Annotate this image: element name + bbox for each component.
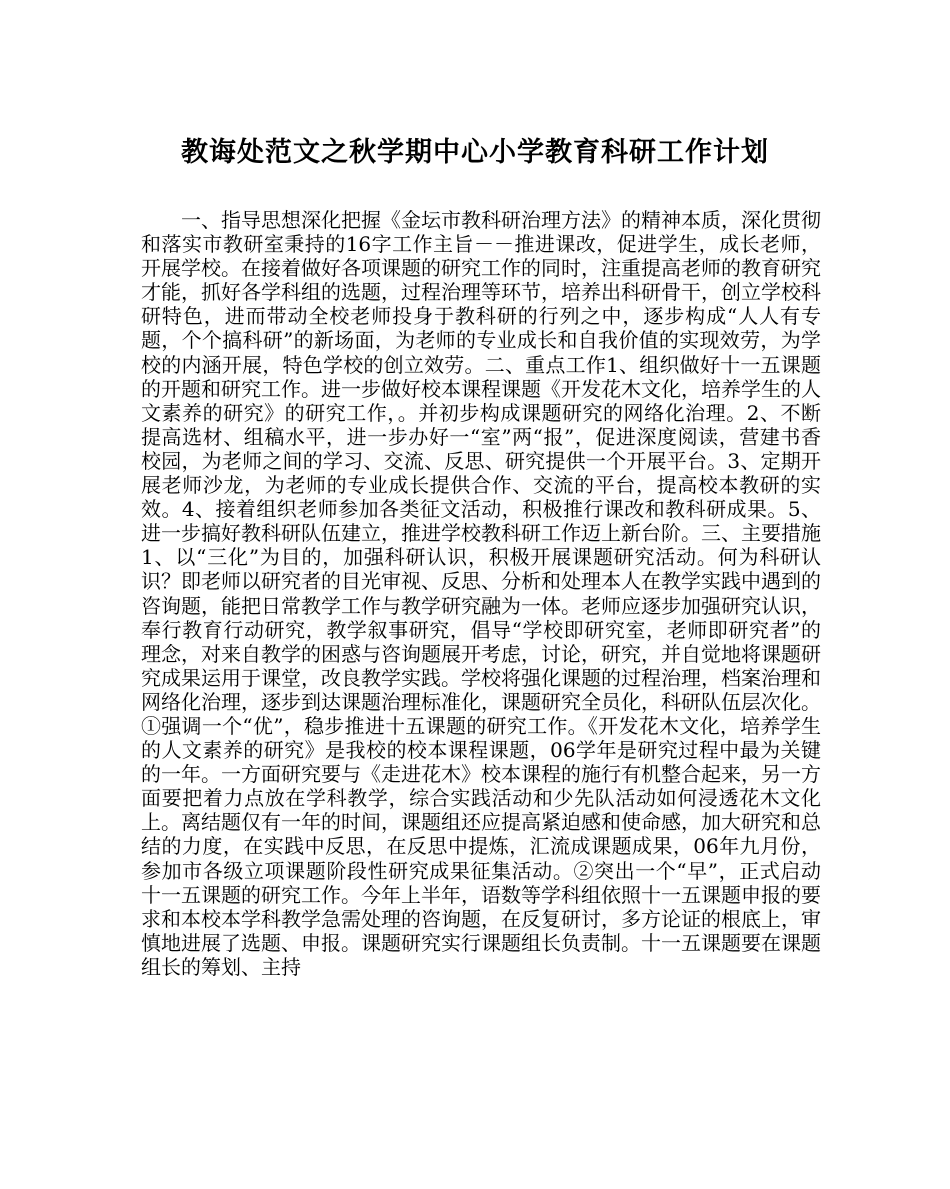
- document-title: 教诲处范文之秋学期中心小学教育科研工作计划: [181, 137, 769, 168]
- document-body-paragraph: 一、指导思想深化把握《金坛市教科研治理方法》的精神本质，深化贯彻和落实市教研室秉持的16字工作主旨－－推进课改，促进学生，成长老师，开展学校。在接着做好各项课题的研究工作的同时，注重提高老师的教育研究才能，抓好各学科组的选题，过程治理等环节，培养出科研骨干，创立学校科研特色，进而带动全校老师投身于教科研的行列之中，逐步构成“人人有专题，个个搞科研”的新场面，为老师的专业成长和自我价值的实现效劳，为学校的内涵开展，特色学校的创立效劳。二、重点工作1、组织做好十一五课题的开题和研究工作。进一步做好校本课程课题《开发花木文化，培养学生的人文素养的研究》的研究工作，。并初步构成课题研究的网络化治理。2、不断提高选材、组稿水平，进一步办好一“室”两“报”，促进深度阅读，营建书香校园，为老师之间的学习、交流、反思、研究提供一个开展平台。3、定期开展老师沙龙，为老师的专业成长提供合作、交流的平台，提高校本教研的实效。4、接着组织老师参加各类征文活动，积极推行课改和教科研成果。5、进一步搞好教科研队伍建立，推进学校教科研工作迈上新台阶。三、主要措施1、以“三化”为目的，加强科研认识，积极开展课题研究活动。何为科研认识？即老师以研究者的目光审视、反思、分析和处理本人在教学实践中遇到的咨询题，能把日常教学工作与教学研究融为一体。老师应逐步加强研究认识，奉行教育行动研究，教学叙事研究，倡导“学校即研究室，老师即研究者”的理念，对来自教学的困惑与咨询题展开考虑，讨论，研究，并自觉地将课题研究成果运用于课堂，改良教学实践。学校将强化课题的过程治理，档案治理和网络化治理，逐步到达课题治理标准化，课题研究全员化，科研队伍层次化。①强调一个“优”，稳步推进十五课题的研究工作。《开发花木文化，培养学生的人文素养的研究》是我校的校本课程课题，06学年是研究过程中最为关键的一年。一方面研究要与《走进花木》校本课程的施行有机整合起来，另一方面要把着力点放在学科教学，综合实践活动和少先队活动如何浸透花木文化上。离结题仅有一年的时间，课题组还应提高紧迫感和使命感，加大研究和总结的力度，在实践中反思，在反思中提炼，汇流成课题成果，06年九月份，参加市各级立项课题阶段性研究成果征集活动。②突出一个“早”，正式启动十一五课题的研究工作。今年上半年，语数等学科组依照十一五课题申报的要求和本校本学科教学急需处理的咨询题，在反复研讨，多方论证的根底上，审慎地进展了选题、申报。课题研究实行课题组长负责制。十一五课题要在课题组长的筹划、主持: [141, 208, 821, 979]
